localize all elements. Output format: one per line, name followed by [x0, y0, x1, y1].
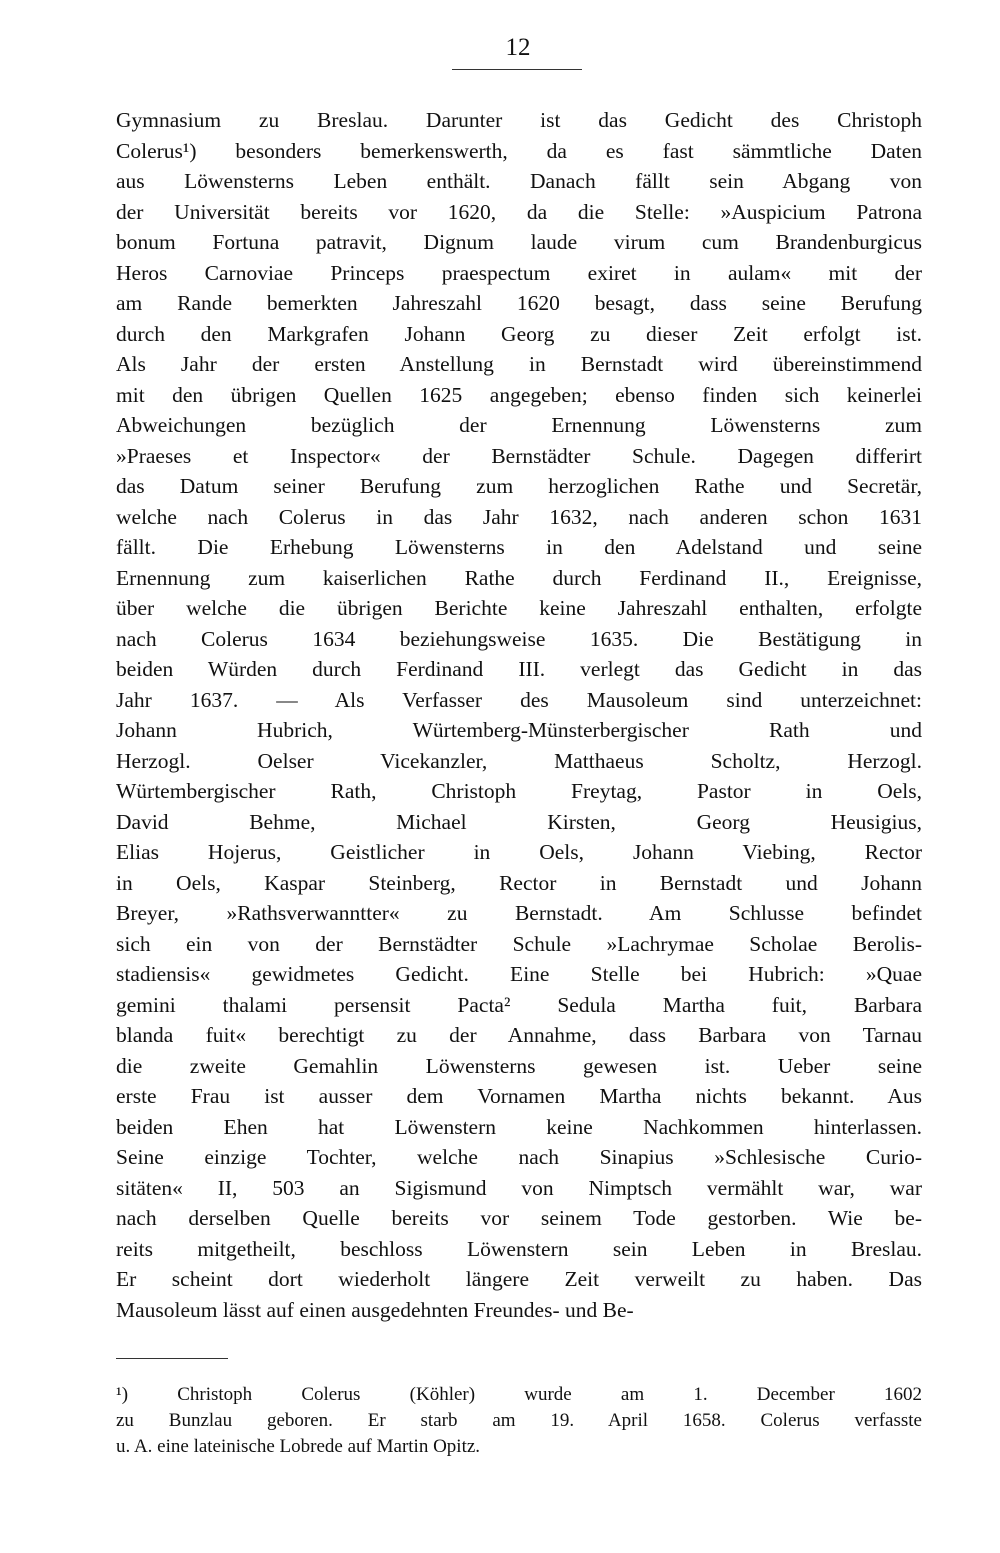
body-text-line: das Datum seiner Berufung zum herzoglichen Rathe und Secretär,: [116, 474, 922, 498]
body-text-line: gemini thalami persensit Pacta² Sedula Martha fuit, Barbara: [116, 992, 922, 1017]
body-text-line: fällt. Die Erhebung Löwensterns in den Adelstand und seine: [116, 535, 922, 559]
body-text-line: sich ein von der Bernstädter Schule »Lachrymae Scholae Berolis-: [116, 931, 922, 956]
body-text-line: blanda fuit« berechtigt zu der Annahme, dass Barbara von Tarnau: [116, 1023, 922, 1047]
body-text-line: mit den übrigen Quellen 1625 angegeben; ebenso finden sich keinerlei: [116, 382, 922, 407]
body-text-line: David Behme, Michael Kirsten, Georg Heusigius,: [116, 809, 922, 834]
body-text-line: Gymnasium zu Breslau. Darunter ist das Gedicht des Christoph: [116, 108, 922, 132]
body-text-line: Elias Hojerus, Geistlicher in Oels, Johann Viebing, Rector: [116, 840, 922, 864]
body-text-line: über welche die übrigen Berichte keine Jahreszahl enthalten, erfolgte: [116, 596, 922, 620]
body-text-line: beiden Ehen hat Löwenstern keine Nachkommen hinterlassen.: [116, 1114, 922, 1139]
body-text-line: reits mitgetheilt, beschloss Löwenstern sein Leben in Breslau.: [116, 1236, 922, 1261]
body-text-line: Seine einzige Tochter, welche nach Sinapius »Schlesische Curio-: [116, 1145, 922, 1169]
body-text-line: Mausoleum lässt auf einen ausgedehnten Freundes- und Be-: [116, 1297, 634, 1322]
body-text-line: am Rande bemerkten Jahreszahl 1620 besagt, dass seine Berufung: [116, 291, 922, 315]
body-text-line: erste Frau ist ausser dem Vornamen Martha nichts bekannt. Aus: [116, 1084, 922, 1108]
body-text-line: Breyer, »Rathsverwanntter« zu Bernstadt. Am Schlusse befindet: [116, 901, 922, 925]
body-text-line: Colerus¹) besonders bemerkenswerth, da es fast sämmtliche Daten: [116, 138, 922, 163]
body-text-line: sitäten« II, 503 an Sigismund von Nimptsch vermählt war, war: [116, 1175, 922, 1200]
body-text-line: Johann Hubrich, Würtemberg-Münsterbergischer Rath und: [116, 718, 922, 742]
body-text: [116, 105, 922, 1325]
body-text-line: Würtembergischer Rath, Christoph Freytag, Pastor in Oels,: [116, 779, 922, 803]
footnote: [116, 1382, 922, 1460]
footnote-line: zu Bunzlau geboren. Er starb am 19. April 1658. Colerus verfasste: [116, 1410, 922, 1431]
page-number: 12: [505, 34, 531, 61]
body-text-line: »Praeses et Inspector« der Bernstädter Schule. Dagegen differirt: [116, 443, 922, 468]
body-text-line: nach Colerus 1634 beziehungsweise 1635. Die Bestätigung in: [116, 626, 922, 651]
body-text-line: bonum Fortuna patravit, Dignum laude virum cum Brandenburgicus: [116, 230, 922, 254]
body-text-line: aus Löwensterns Leben enthält. Danach fällt sein Abgang von: [116, 169, 922, 193]
body-text-line: nach derselben Quelle bereits vor seinem Tode gestorben. Wie be-: [116, 1206, 922, 1230]
body-text-line: welche nach Colerus in das Jahr 1632, nach anderen schon 1631: [116, 504, 922, 529]
body-text-line: Er scheint dort wiederholt längere Zeit verweilt zu haben. Das: [116, 1267, 922, 1291]
footnote-line: u. A. eine lateinische Lobrede auf Martin Opitz.: [116, 1436, 481, 1457]
footnote-rule: [116, 1358, 228, 1359]
body-text-line: die zweite Gemahlin Löwensterns gewesen ist. Ueber seine: [116, 1053, 922, 1078]
body-text-line: Jahr 1637. — Als Verfasser des Mausoleum sind unterzeichnet:: [116, 687, 922, 712]
body-text-line: Als Jahr der ersten Anstellung in Bernstadt wird übereinstimmend: [116, 352, 922, 376]
body-text-line: Herzogl. Oelser Vicekanzler, Matthaeus Scholtz, Herzogl.: [116, 748, 922, 773]
footnote-line: ¹) Christoph Colerus (Köhler) wurde am 1. December 1602: [116, 1384, 922, 1405]
body-text-line: Abweichungen bezüglich der Ernennung Löwensterns zum: [116, 413, 922, 437]
body-text-line: in Oels, Kaspar Steinberg, Rector in Bernstadt und Johann: [116, 870, 922, 895]
header-rule: [452, 69, 582, 70]
body-text-line: Heros Carnoviae Princeps praespectum exiret in aulam« mit der: [116, 260, 922, 285]
body-text-line: Ernennung zum kaiserlichen Rathe durch Ferdinand II., Ereignisse,: [116, 565, 922, 590]
body-text-line: beiden Würden durch Ferdinand III. verlegt das Gedicht in das: [116, 657, 922, 681]
body-text-line: stadiensis« gewidmetes Gedicht. Eine Stelle bei Hubrich: »Quae: [116, 962, 922, 986]
body-text-line: der Universität bereits vor 1620, da die Stelle: »Auspicium Patrona: [116, 199, 922, 224]
body-text-line: durch den Markgrafen Johann Georg zu dieser Zeit erfolgt ist.: [116, 321, 922, 346]
